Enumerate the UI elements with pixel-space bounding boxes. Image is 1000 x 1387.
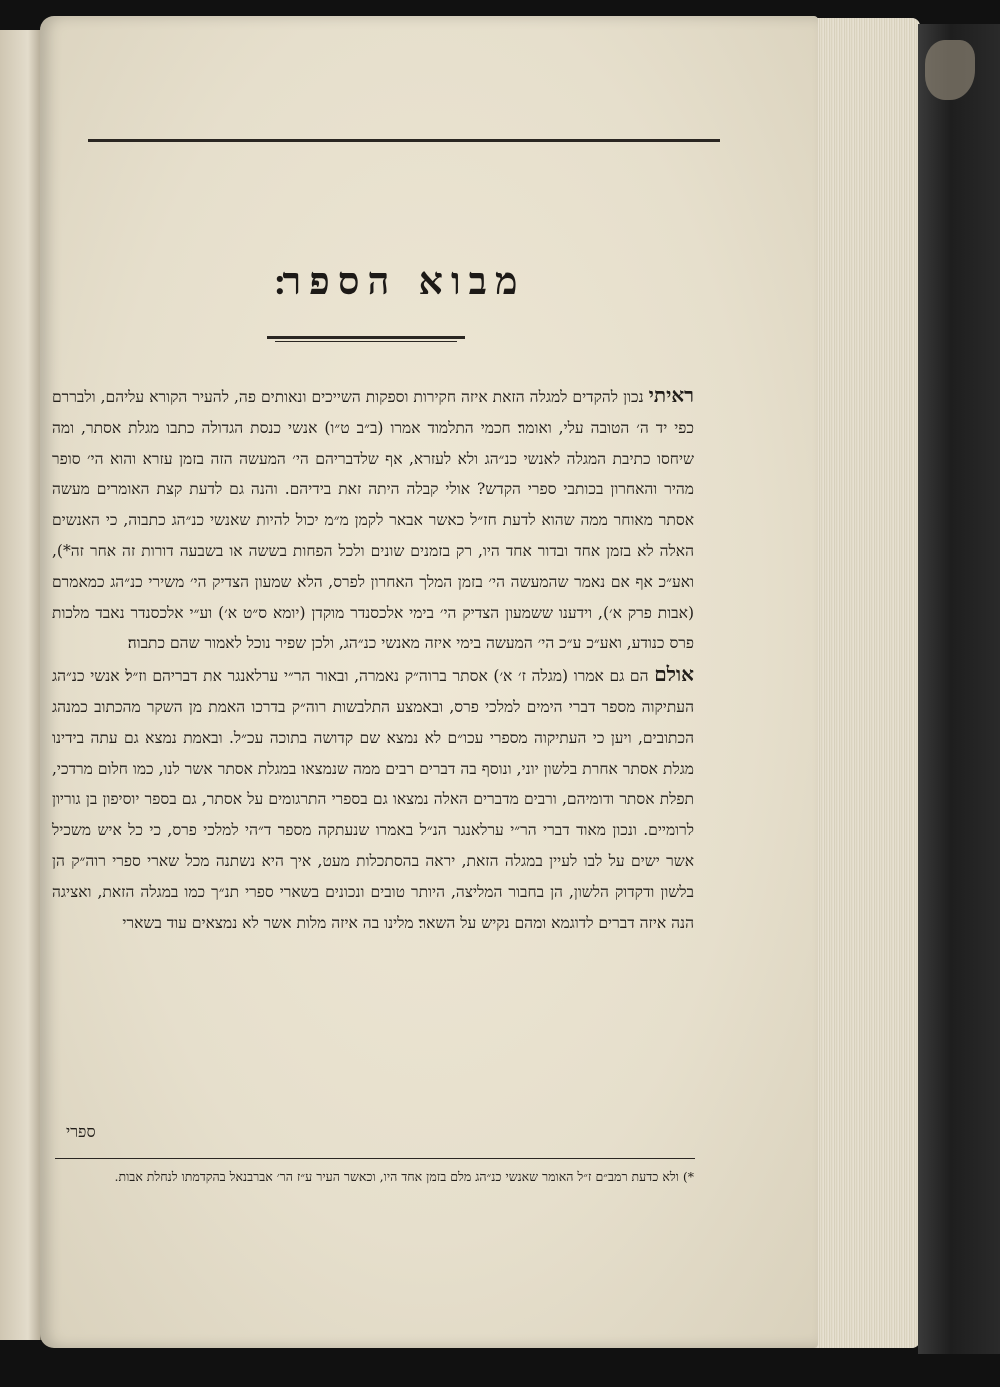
page-block-edge	[800, 18, 920, 1348]
book-cover-edge	[918, 24, 1000, 1354]
title-underline-thin	[275, 341, 457, 342]
previous-page-edge	[0, 30, 42, 1340]
paragraph-2-text: הם גם אמרו (מגלה ז׳ א׳) אסתר ברוה״ק נאמרה, ובאור הר״י ערלאנגר את דבריהם וז״ל׃ אנשי כנ״הג העתיקוה מספר דברי הימים למלכי פרס, ובאמצע התלבשות רוה״ק בדרכו האמת מן השקר מהכתוב כמנהג הכתובים, ויען כי העתיקוה מספרי עכו״ם לא נמצא שם קדושה בתוכה עכ״ל. ובאמת נמצא גם עתה בידינו מגלת אסתר אחרת בלשון יוני, ונוסף בה דברים רבים ממה שנמצאו במגלת אסתר אשר לנו, כמו חלום מרדכי, תפלת אסתר ודומיהם, ורבים מדברים האלה נמצאו גם בספרי התרגומים על אסתר, גם בספר יוסיפון בן גוריון לרומיים. ונכון מאוד דברי הר״י ערלאנגר הנ״ל באמרו שנעתקה מספר ד״הי למלכי פרס, כי כל איש משכיל אשר ישים על לבו לעיין במגלה הזאת, יראה בהסתכלות מעט, איך היא נשתנה מכל שארי ספרי רוה״ק הן בלשון ודקדוק הלשון, הן בחבור המליצה, היותר טובים ונכונים בשארי ספרי תנ״ך כמו במגלה הזאת, ואציגה הנה איזה דברים לדוגמא ומהם נקיש על השאר׃ מלינו בה איזה מלות אשר לא נמצאים עוד בשארי	[52, 667, 694, 932]
footnote: *) ולא כדעת רמב״ם ז״ל האומר שאנשי כנ״הג מלם בזמן אחד היו, וכאשר העיר ע״ז הר׳ אברבנאל בהקדמתו לנחלת אבות.	[114, 1169, 694, 1184]
paragraph-1	[52, 380, 694, 659]
title-underline	[267, 336, 465, 339]
paragraph-1-text: נכון להקדים למגלה הזאת איזה חקירות וספקות השייכים ונאותים פה, להעיר הקורא עליהם, ולבררם כפי יד ה׳ הטובה עלי, ואומר׃ חכמי התלמוד אמרו (ב״ב ט״ו) אנשי כנסת הגדולה כתבו מגלת אסתר, ומה שיחסו כתיבת המגלה לאנשי כנ״הג ולא לעזרא, אף שלדבריהם הי׳ המעשה הזה בזמן עזרא והוא הי׳ סופר מהיר והאחרון בכותבי ספרי הקדש? אולי קבלה היתה זאת בידיהם. והנה גם לדעת קצת האומרים מעשה אסתר מאוחר ממה שהוא לדעת חז״ל כאשר אבאר לקמן מ״מ יכול להיות שאנשי כנ״הג כתבוה, כי האנשים האלה לא בזמן אחד ובדור אחד היו, רק בזמנים שונים ולכל הפחות בששה או בשבעה דורות זה אחר זה*), ואע״כ אף אם נאמר שהמעשה הי׳ בזמן המלך האחרון לפרס, הלא שמעון הצדיק הי׳ משירי כנ״הג כמאמרם (אבות פרק א׳), וידענו ששמעון הצדיק הי׳ בימי אלכסנדר מוקדן (יומא ס״ט א׳) וע״י אלכסנדר נאבד מלכות פרס כנודע, ואע״כ ע״כ הי׳ המעשה בימי איזה מאנשי כנ״הג, ולכן שפיר נוכל לאמור שהם כתבוה׃	[52, 388, 694, 653]
page-title: מבוא הספר׃	[274, 258, 526, 303]
paragraph-1-lead: ראיתי	[648, 383, 694, 407]
body-text	[52, 380, 694, 938]
catchword: ספרי	[66, 1122, 96, 1141]
cover-wear-mark	[925, 40, 975, 100]
footnote-rule	[55, 1158, 695, 1159]
paragraph-2	[52, 659, 694, 938]
header-rule	[88, 139, 720, 142]
paragraph-2-lead: אולם	[654, 662, 694, 687]
